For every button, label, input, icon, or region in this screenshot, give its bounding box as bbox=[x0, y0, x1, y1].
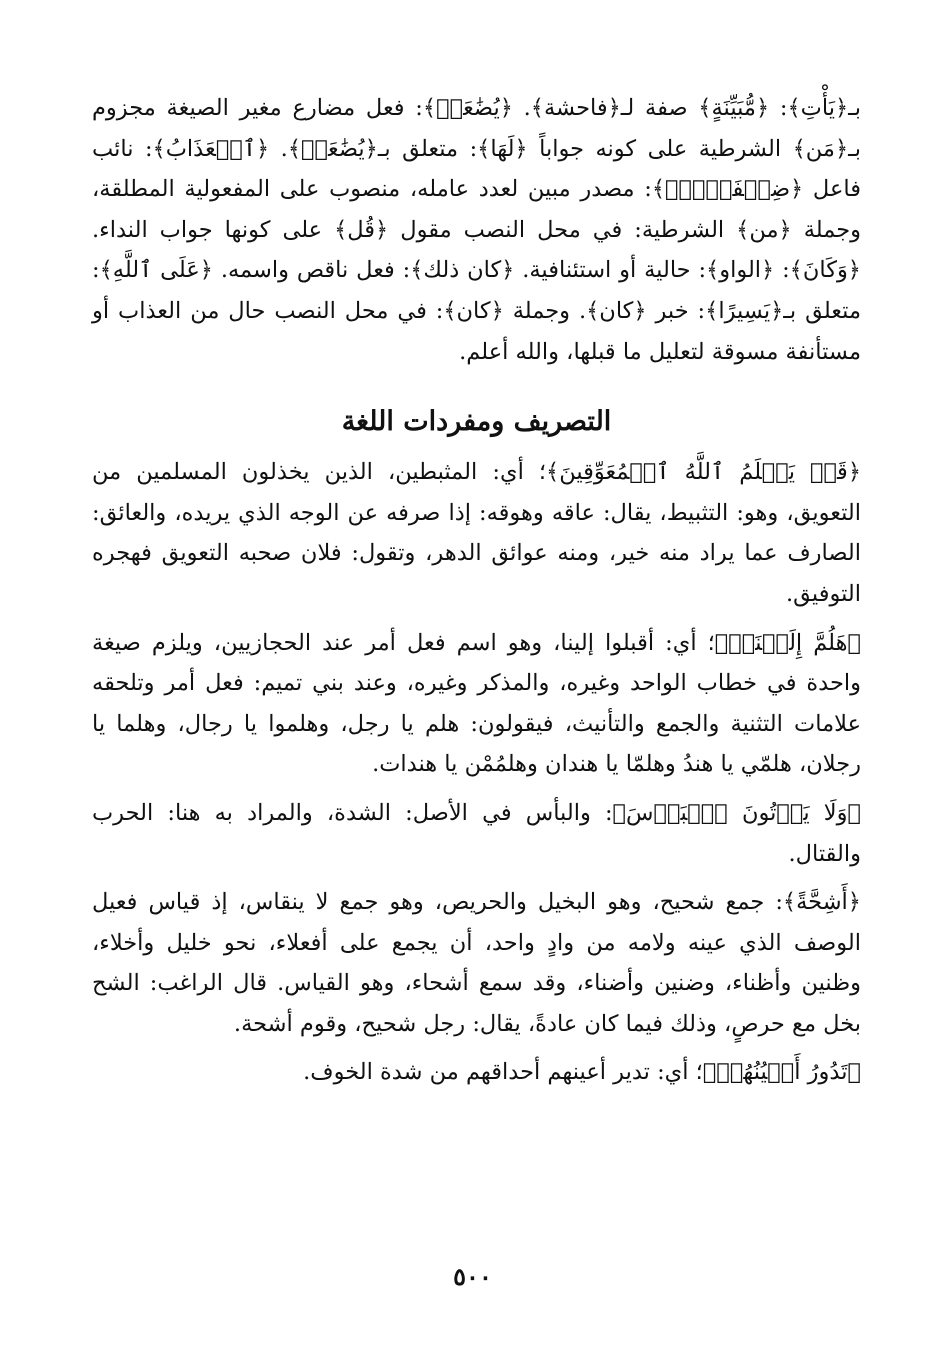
vocab-paragraph-tadur: ﴿تَدُورُ أَعۡيُنُهُمۡ﴾؛ أي: تدير أعينهم أحداقهم من شدة الخوف. bbox=[303, 1059, 861, 1086]
vocab-paragraph-ashihhah: ﴿أَشِحَّةً﴾: جمع شحيح، وهو البخيل والحريص، وهو جمع لا ينقاس، إذ قياس فعيل الوصف الذي عينه ولامه من وادٍ واحد، أن يجمع على أفعلاء، نحو خليل وأخلاء، وظنين وأظناء، وضنين وأضناء، وقد سمع أشحاء، وهو القياس. قال الراغب: الشح بخل مع حرصٍ، وذلك فيما كان عادةً، يقال: رجل شحيح، وقوم أشحة. bbox=[92, 889, 861, 1037]
grammar-paragraph: بـ﴿يَأْتِ﴾: ﴿مُّبَيِّنَةٍ﴾ صفة لـ﴿فاحشة﴾. ﴿يُضَٰعَفۡ﴾: فعل مضارع مغير الصيغة مجزوم بـ﴿مَن﴾ الشرطية على كونه جواباً ﴿لَهَا﴾: متعلق بـ﴿يُضَٰعَفۡ﴾. ﴿ٱلۡعَذَابُ﴾: نائب فاعل ﴿ضِعۡفَيۡنِۚ﴾: مصدر مبين لعدد عامله، منصوب على المفعولية المطلقة، وجملة ﴿من﴾ الشرطية: في محل النصب مقول ﴿قُل﴾ على كونها جواب النداء. ﴿وَكَانَ﴾: ﴿الواو﴾: حالية أو استئنافية. ﴿كان ذلك﴾: فعل ناقص واسمه. ﴿عَلَى ٱللَّهِ﴾: متعلق بـ﴿يَسِيرًا﴾: خبر ﴿كان﴾. وجملة ﴿كان﴾: في محل النصب حال من العذاب أو مستأنفة مسوقة لتعليل ما قبلها، والله أعلم. bbox=[92, 95, 861, 365]
section-heading: التصريف ومفردات اللغة bbox=[341, 406, 612, 438]
vocab-paragraph-muawwiqin: ﴿قَدۡ يَعۡلَمُ ٱللَّهُ ٱلۡمُعَوِّقِينَ﴾؛ أي: المثبطين، الذين يخذلون المسلمين من التعويق، وهو: التثبيط، يقال: عاقه وهوقه: إذا صرفه عن الوجه الذي يريده، والعائق: الصارف عما يراد منه خير، ومنه عوائق الدهر، وتقول: فلان صحبه التعويق فهجره التوفيق. bbox=[92, 459, 861, 607]
vocab-paragraph-halumma: ﴿هَلُمَّ إِلَيۡنَاۖ﴾؛ أي: أقبلوا إلينا، وهو اسم فعل أمر عند الحجازيين، ويلزم صيغة واحدة في خطاب الواحد وغيره، والمذكر وغيره، وعند بني تميم: فعل أمر وتلحقه علامات التثنية والجمع والتأنيث، فيقولون: هلم يا رجل، وهلموا يا رجال، وهلما يا رجلان، هلمّي يا هندُ وهلمّا يا هندان وهلمُمْن يا هندات. bbox=[92, 629, 861, 778]
vocab-paragraph-baas: ﴿وَلَا يَأۡتُونَ ٱلۡبَأۡسَ﴾: والبأس في الأصل: الشدة، والمراد به هنا: الحرب والقتال. bbox=[92, 799, 861, 867]
page-number: ٥٠٠ bbox=[453, 1262, 492, 1291]
